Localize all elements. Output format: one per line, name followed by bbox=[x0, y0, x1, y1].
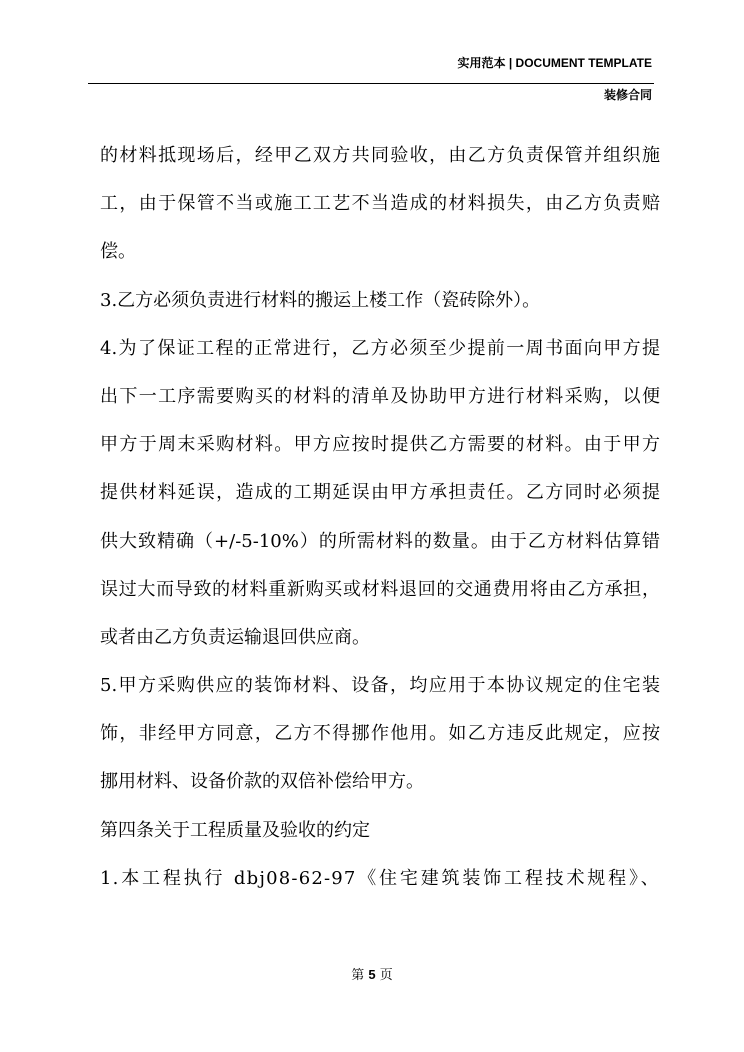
text-line: 挪用材料、设备价款的双倍补偿给甲方。 bbox=[100, 771, 424, 793]
header-divider bbox=[88, 83, 654, 84]
text-line: 供大致精确（+/-5-10%）的所需材料的数量。由于乙方材料估算错 bbox=[100, 530, 660, 552]
text-line: 工，由于保管不当或施工工艺不当造成的材料损失，由乙方负责赔 bbox=[100, 193, 660, 215]
text-line: 出下一工序需要购买的材料的清单及协助甲方进行材料采购，以便 bbox=[100, 385, 660, 407]
text-line: 4.为了保证工程的正常进行，乙方必须至少提前一周书面向甲方提 bbox=[100, 337, 660, 359]
text-line: 1.本工程执行 dbj08-62-97《住宅建筑装饰工程技术规程》、 bbox=[100, 867, 660, 889]
text-line: 误过大而导致的材料重新购买或材料退回的交通费用将由乙方承担， bbox=[100, 578, 660, 600]
header-title: 实用范本 | DOCUMENT TEMPLATE bbox=[457, 56, 652, 70]
text-line: 偿。 bbox=[100, 241, 136, 263]
body-text bbox=[100, 137, 660, 908]
text-line: 3.乙方必须负责进行材料的搬运上楼工作（瓷砖除外）。 bbox=[100, 289, 541, 311]
page-number: 5 bbox=[368, 967, 376, 982]
text-line: 的材料抵现场后，经甲乙双方共同验收，由乙方负责保管并组织施 bbox=[100, 145, 660, 166]
section-heading: 第四条关于工程质量及验收的约定 bbox=[100, 819, 370, 841]
document-name: 装修合同 bbox=[603, 88, 652, 102]
text-line: 提供材料延误，造成的工期延误由甲方承担责任。乙方同时必须提 bbox=[100, 482, 660, 504]
text-line: 或者由乙方负责运输退回供应商。 bbox=[100, 626, 370, 648]
text-line: 饰，非经甲方同意，乙方不得挪作他用。如乙方违反此规定，应按 bbox=[100, 723, 660, 745]
text-line: 甲方于周末采购材料。甲方应按时提供乙方需要的材料。由于甲方 bbox=[100, 434, 660, 456]
page-suffix: 页 bbox=[379, 968, 393, 983]
text-line: 5.甲方采购供应的装饰材料、设备，均应用于本协议规定的住宅装 bbox=[100, 675, 660, 697]
page-footer bbox=[0, 964, 744, 983]
page-prefix: 第 bbox=[351, 968, 365, 983]
